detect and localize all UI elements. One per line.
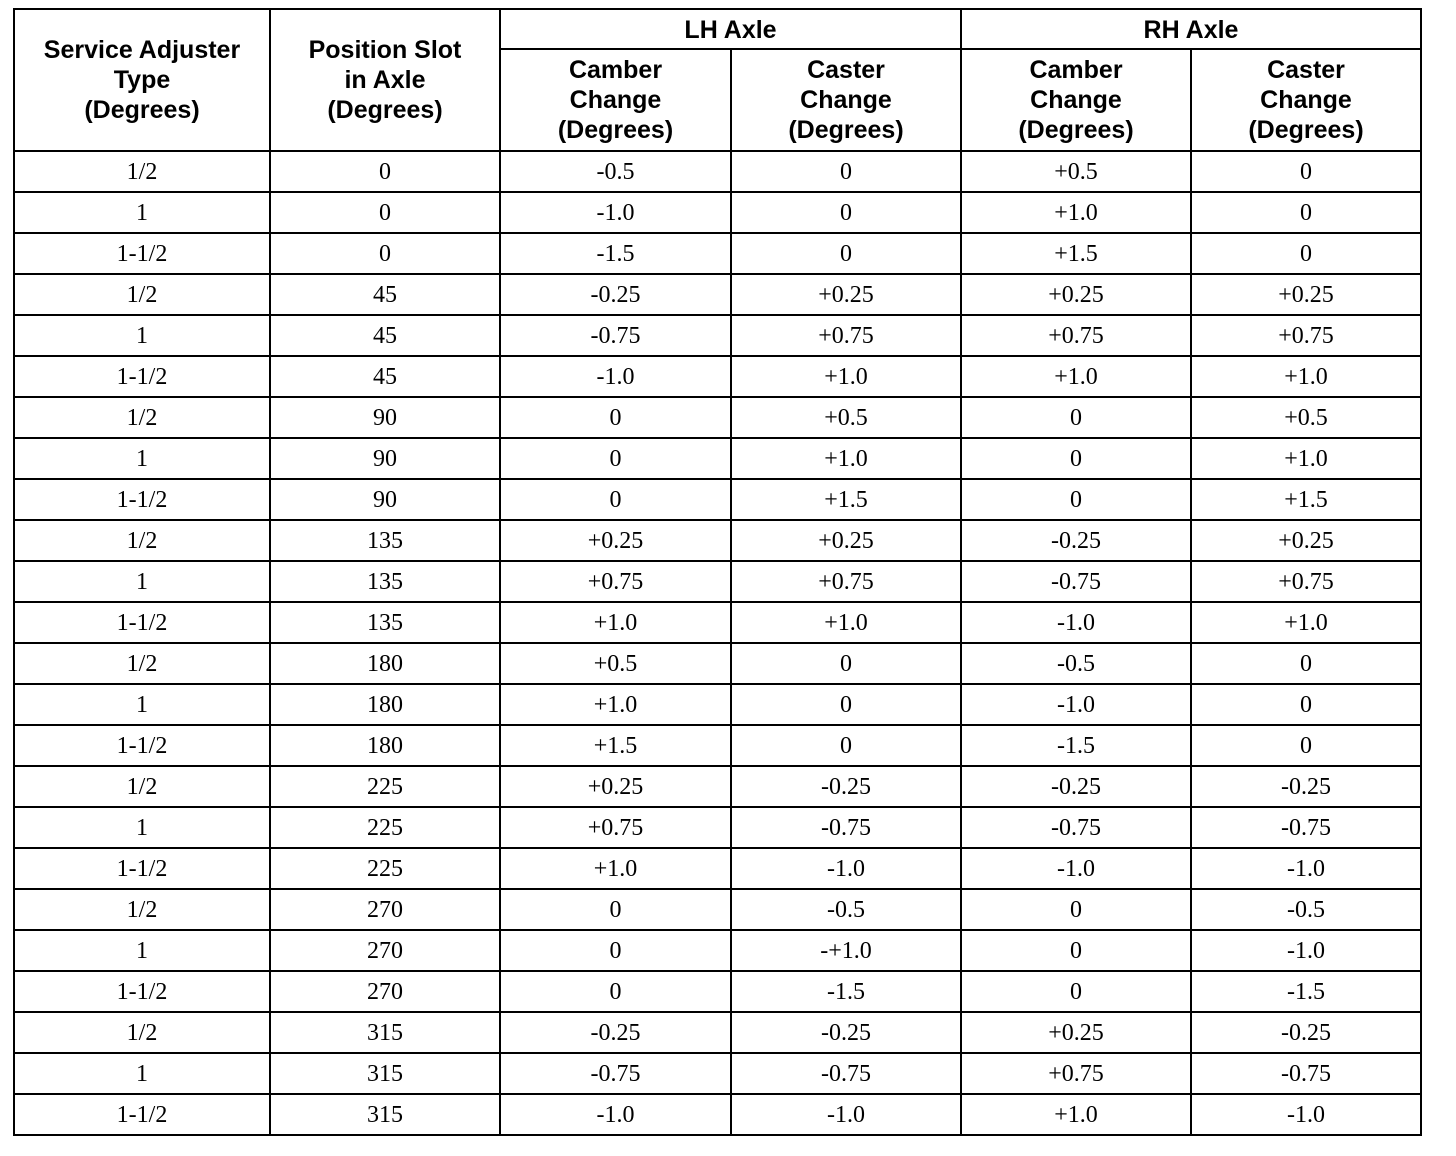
cell-lh-camber: -0.75 (500, 315, 731, 356)
cell-rh-camber: -1.0 (961, 848, 1191, 889)
cell-adjuster-type: 1 (14, 684, 270, 725)
cell-rh-camber: -0.25 (961, 766, 1191, 807)
header-line: (Degrees) (1248, 116, 1364, 144)
cell-rh-camber: -0.25 (961, 520, 1191, 561)
header-lh-camber-change (500, 49, 731, 151)
table-row (14, 274, 1421, 315)
cell-position-slot: 315 (270, 1094, 500, 1135)
cell-rh-camber: +0.75 (961, 315, 1191, 356)
cell-lh-caster: 0 (731, 151, 961, 192)
cell-lh-camber: -1.5 (500, 233, 731, 274)
table-body (14, 151, 1421, 1135)
cell-lh-camber: -0.75 (500, 1053, 731, 1094)
cell-adjuster-type: 1-1/2 (14, 356, 270, 397)
cell-lh-caster: +0.5 (731, 397, 961, 438)
cell-rh-camber: +0.75 (961, 1053, 1191, 1094)
cell-rh-camber: +1.0 (961, 192, 1191, 233)
cell-position-slot: 135 (270, 561, 500, 602)
cell-rh-caster: -1.5 (1191, 971, 1421, 1012)
cell-adjuster-type: 1-1/2 (14, 848, 270, 889)
header-line: (Degrees) (84, 96, 200, 124)
cell-position-slot: 180 (270, 684, 500, 725)
cell-adjuster-type: 1 (14, 561, 270, 602)
header-line: Change (1260, 86, 1352, 114)
cell-rh-caster: +1.0 (1191, 602, 1421, 643)
cell-rh-caster: 0 (1191, 233, 1421, 274)
cell-lh-camber: 0 (500, 397, 731, 438)
cell-rh-caster: -0.5 (1191, 889, 1421, 930)
cell-position-slot: 225 (270, 848, 500, 889)
cell-lh-camber: 0 (500, 889, 731, 930)
table-row (14, 807, 1421, 848)
cell-rh-caster: 0 (1191, 725, 1421, 766)
header-rh-caster-change (1191, 49, 1421, 151)
cell-adjuster-type: 1/2 (14, 520, 270, 561)
cell-rh-caster: 0 (1191, 192, 1421, 233)
cell-lh-camber: +1.5 (500, 725, 731, 766)
cell-rh-camber: -1.0 (961, 602, 1191, 643)
cell-lh-camber: +0.75 (500, 807, 731, 848)
cell-rh-caster: +1.0 (1191, 356, 1421, 397)
cell-adjuster-type: 1-1/2 (14, 233, 270, 274)
cell-lh-camber: -0.5 (500, 151, 731, 192)
table-row (14, 766, 1421, 807)
cell-adjuster-type: 1-1/2 (14, 602, 270, 643)
cell-position-slot: 315 (270, 1053, 500, 1094)
cell-position-slot: 225 (270, 807, 500, 848)
cell-position-slot: 135 (270, 520, 500, 561)
cell-adjuster-type: 1/2 (14, 397, 270, 438)
cell-lh-caster: 0 (731, 725, 961, 766)
cell-rh-caster: 0 (1191, 151, 1421, 192)
cell-position-slot: 270 (270, 930, 500, 971)
cell-adjuster-type: 1 (14, 930, 270, 971)
cell-position-slot: 270 (270, 889, 500, 930)
table-row (14, 602, 1421, 643)
cell-adjuster-type: 1 (14, 807, 270, 848)
cell-lh-caster: -0.75 (731, 807, 961, 848)
table-row (14, 356, 1421, 397)
cell-adjuster-type: 1-1/2 (14, 971, 270, 1012)
cell-rh-camber: -1.5 (961, 725, 1191, 766)
cell-position-slot: 135 (270, 602, 500, 643)
header-line: Change (1030, 86, 1122, 114)
cell-rh-camber: -0.75 (961, 807, 1191, 848)
header-line: (Degrees) (557, 116, 674, 144)
table-row (14, 151, 1421, 192)
cell-lh-caster: +0.75 (731, 561, 961, 602)
table-header (14, 9, 1421, 151)
cell-rh-caster: -1.0 (1191, 848, 1421, 889)
header-line: Caster (807, 56, 885, 84)
cell-rh-caster: +0.25 (1191, 274, 1421, 315)
cell-lh-camber: +0.5 (500, 643, 731, 684)
cell-adjuster-type: 1/2 (14, 889, 270, 930)
header-line: Position Slot (308, 36, 462, 64)
cell-adjuster-type: 1 (14, 315, 270, 356)
cell-lh-camber: -1.0 (500, 1094, 731, 1135)
cell-lh-camber: 0 (500, 479, 731, 520)
cell-lh-caster: +0.25 (731, 274, 961, 315)
table-row (14, 930, 1421, 971)
cell-lh-camber: 0 (500, 930, 731, 971)
cell-adjuster-type: 1/2 (14, 643, 270, 684)
header-line: Type (113, 66, 171, 94)
cell-lh-camber: +0.25 (500, 520, 731, 561)
cell-lh-caster: +1.0 (731, 438, 961, 479)
table-row (14, 233, 1421, 274)
table-row (14, 971, 1421, 1012)
cell-rh-caster: +0.75 (1191, 315, 1421, 356)
cell-position-slot: 270 (270, 971, 500, 1012)
header-lh-axle: LH Axle (500, 9, 961, 49)
header-line: Caster (1267, 56, 1345, 84)
cell-lh-caster: -+1.0 (731, 930, 961, 971)
cell-lh-caster: -0.25 (731, 766, 961, 807)
header-line: Change (569, 86, 662, 114)
cell-rh-caster: -0.25 (1191, 1012, 1421, 1053)
cell-rh-caster: +0.5 (1191, 397, 1421, 438)
cell-position-slot: 315 (270, 1012, 500, 1053)
cell-lh-caster: +1.0 (731, 356, 961, 397)
cell-rh-caster: +0.75 (1191, 561, 1421, 602)
cell-rh-camber: -0.5 (961, 643, 1191, 684)
cell-lh-camber: 0 (500, 971, 731, 1012)
cell-lh-caster: 0 (731, 233, 961, 274)
cell-rh-camber: +0.25 (961, 274, 1191, 315)
cell-lh-camber: -0.25 (500, 274, 731, 315)
table-row (14, 848, 1421, 889)
cell-adjuster-type: 1 (14, 1053, 270, 1094)
adjuster-table (13, 8, 1422, 1136)
header-line: Camber (568, 56, 663, 84)
cell-position-slot: 0 (270, 151, 500, 192)
cell-rh-caster: -1.0 (1191, 1094, 1421, 1135)
cell-lh-caster: -0.5 (731, 889, 961, 930)
table-wrapper (13, 8, 1422, 1136)
cell-rh-camber: -0.75 (961, 561, 1191, 602)
cell-lh-caster: 0 (731, 192, 961, 233)
cell-position-slot: 0 (270, 233, 500, 274)
cell-adjuster-type: 1-1/2 (14, 1094, 270, 1135)
cell-rh-camber: 0 (961, 971, 1191, 1012)
cell-rh-camber: +1.5 (961, 233, 1191, 274)
cell-adjuster-type: 1/2 (14, 766, 270, 807)
header-rh-axle: RH Axle (961, 9, 1421, 49)
cell-rh-camber: 0 (961, 889, 1191, 930)
header-line: Camber (1029, 56, 1123, 84)
cell-position-slot: 0 (270, 192, 500, 233)
cell-lh-camber: -1.0 (500, 356, 731, 397)
table-row (14, 561, 1421, 602)
header-line: (Degrees) (327, 96, 443, 124)
cell-rh-camber: +0.25 (961, 1012, 1191, 1053)
header-row-groups (14, 9, 1421, 49)
cell-position-slot: 225 (270, 766, 500, 807)
cell-lh-caster: -1.0 (731, 1094, 961, 1135)
cell-rh-camber: +1.0 (961, 1094, 1191, 1135)
table-row (14, 725, 1421, 766)
cell-rh-caster: -0.25 (1191, 766, 1421, 807)
cell-adjuster-type: 1 (14, 192, 270, 233)
cell-position-slot: 90 (270, 479, 500, 520)
cell-adjuster-type: 1-1/2 (14, 725, 270, 766)
cell-rh-camber: 0 (961, 397, 1191, 438)
cell-lh-caster: 0 (731, 684, 961, 725)
table-row (14, 315, 1421, 356)
cell-lh-camber: +0.25 (500, 766, 731, 807)
table-row (14, 1094, 1421, 1135)
header-line: (Degrees) (788, 116, 904, 144)
cell-rh-caster: +1.5 (1191, 479, 1421, 520)
cell-rh-caster: -0.75 (1191, 807, 1421, 848)
cell-lh-caster: -0.75 (731, 1053, 961, 1094)
cell-rh-caster: -1.0 (1191, 930, 1421, 971)
table-row (14, 479, 1421, 520)
cell-lh-camber: +1.0 (500, 602, 731, 643)
cell-rh-caster: 0 (1191, 684, 1421, 725)
cell-position-slot: 90 (270, 397, 500, 438)
cell-lh-caster: -0.25 (731, 1012, 961, 1053)
cell-lh-caster: 0 (731, 643, 961, 684)
cell-adjuster-type: 1/2 (14, 151, 270, 192)
cell-lh-camber: -1.0 (500, 192, 731, 233)
cell-rh-caster: 0 (1191, 643, 1421, 684)
cell-rh-camber: +0.5 (961, 151, 1191, 192)
cell-position-slot: 45 (270, 274, 500, 315)
header-lh-caster-change (731, 49, 961, 151)
table-row (14, 438, 1421, 479)
cell-lh-caster: -1.0 (731, 848, 961, 889)
table-row (14, 192, 1421, 233)
cell-rh-camber: -1.0 (961, 684, 1191, 725)
cell-rh-caster: +1.0 (1191, 438, 1421, 479)
table-row (14, 889, 1421, 930)
header-position-slot (270, 9, 500, 151)
header-rh-camber-change (961, 49, 1191, 151)
cell-rh-camber: +1.0 (961, 356, 1191, 397)
cell-lh-camber: -0.25 (500, 1012, 731, 1053)
cell-position-slot: 90 (270, 438, 500, 479)
header-line: Change (800, 86, 892, 114)
table-row (14, 397, 1421, 438)
cell-lh-caster: +1.5 (731, 479, 961, 520)
cell-adjuster-type: 1/2 (14, 274, 270, 315)
header-line: in Axle (344, 66, 426, 94)
cell-lh-camber: +1.0 (500, 848, 731, 889)
cell-rh-camber: 0 (961, 438, 1191, 479)
table-row (14, 643, 1421, 684)
cell-lh-caster: +0.25 (731, 520, 961, 561)
cell-lh-camber: 0 (500, 438, 731, 479)
cell-lh-caster: +0.75 (731, 315, 961, 356)
table-row (14, 1053, 1421, 1094)
header-line: Service Adjuster (43, 36, 241, 64)
cell-position-slot: 180 (270, 725, 500, 766)
cell-lh-caster: +1.0 (731, 602, 961, 643)
cell-position-slot: 45 (270, 356, 500, 397)
header-service-adjuster-type (14, 9, 270, 151)
cell-rh-camber: 0 (961, 930, 1191, 971)
cell-lh-camber: +0.75 (500, 561, 731, 602)
table-row (14, 520, 1421, 561)
cell-lh-camber: +1.0 (500, 684, 731, 725)
cell-rh-caster: -0.75 (1191, 1053, 1421, 1094)
cell-position-slot: 45 (270, 315, 500, 356)
header-line: (Degrees) (1018, 116, 1134, 144)
cell-adjuster-type: 1 (14, 438, 270, 479)
cell-adjuster-type: 1/2 (14, 1012, 270, 1053)
cell-position-slot: 180 (270, 643, 500, 684)
table-row (14, 684, 1421, 725)
cell-rh-camber: 0 (961, 479, 1191, 520)
cell-lh-caster: -1.5 (731, 971, 961, 1012)
cell-rh-caster: +0.25 (1191, 520, 1421, 561)
table-row (14, 1012, 1421, 1053)
cell-adjuster-type: 1-1/2 (14, 479, 270, 520)
